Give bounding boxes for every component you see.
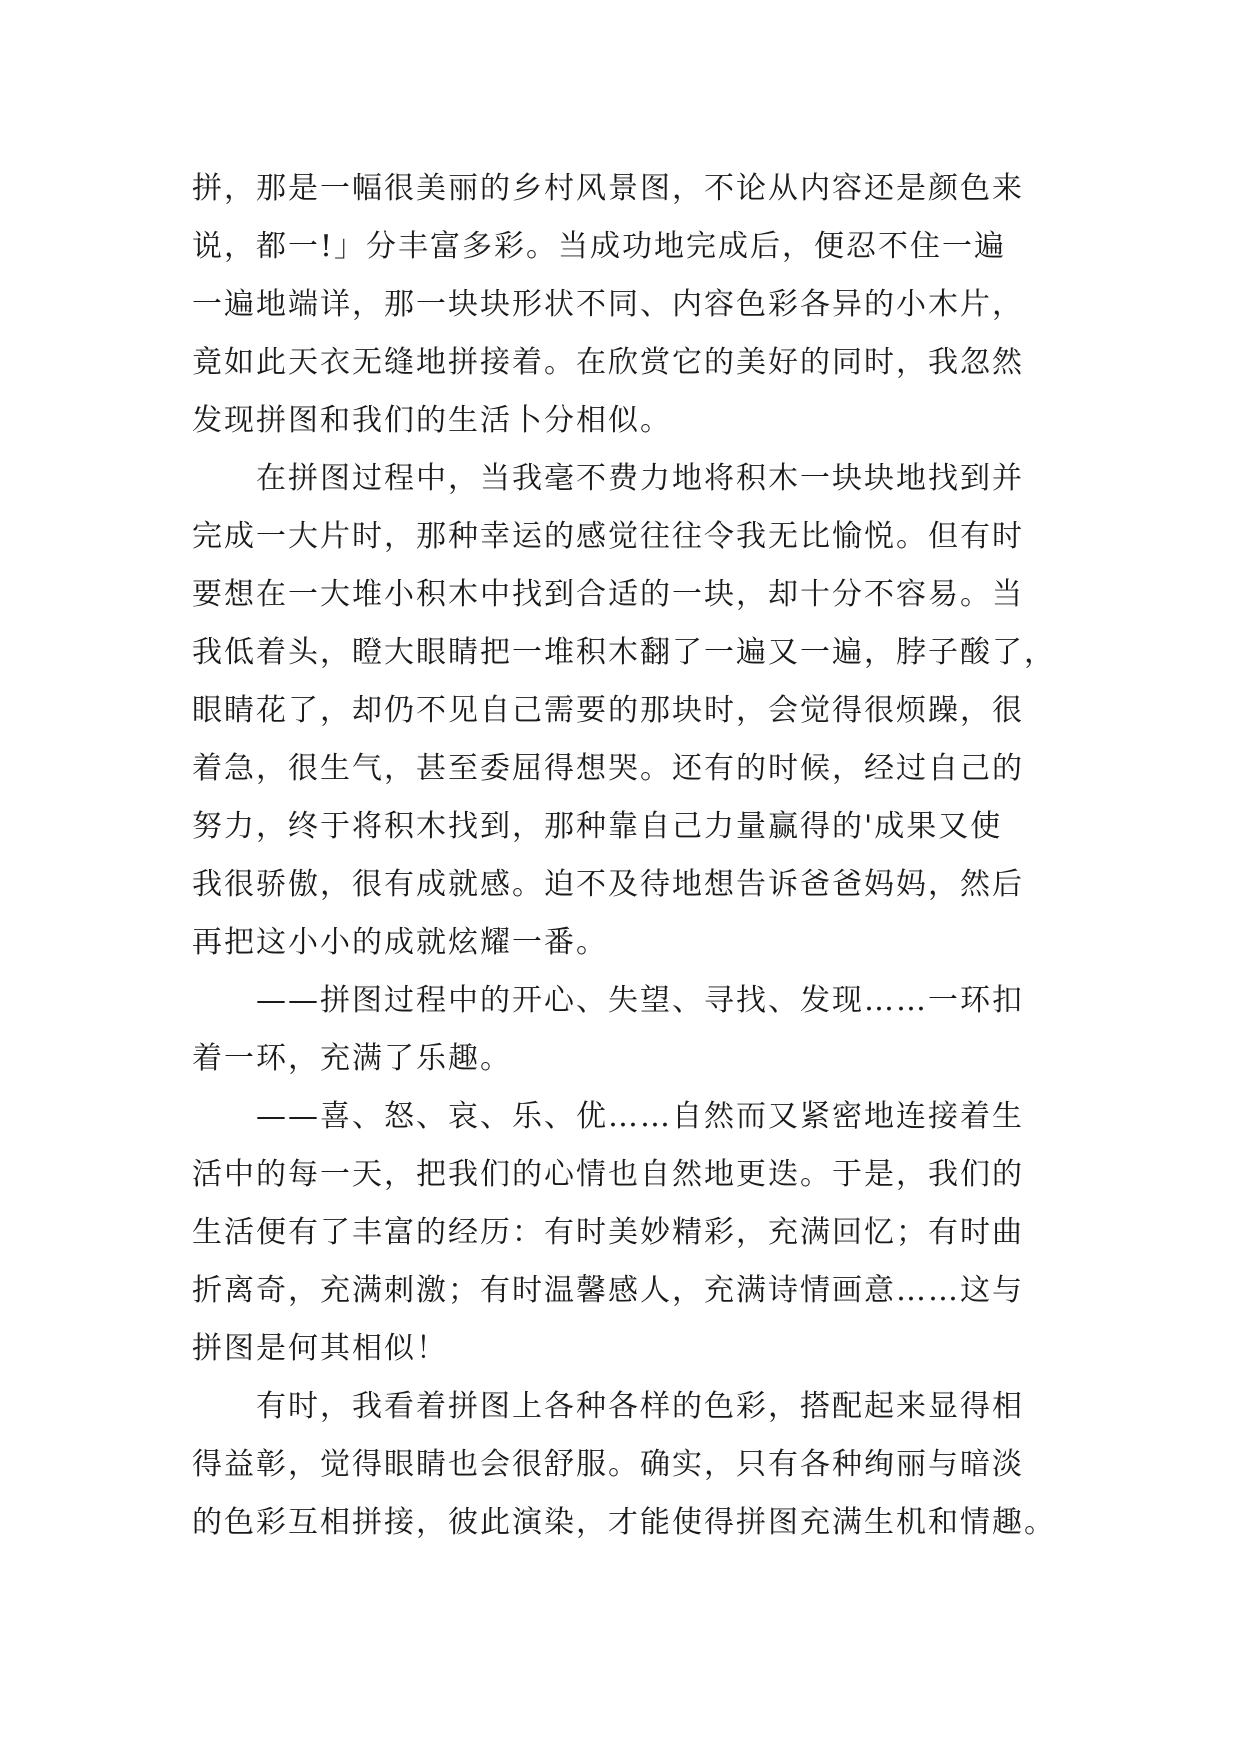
paragraph-4 xyxy=(192,1088,1072,1378)
text-line: 有时，我看着拼图上各种各样的色彩，搭配起来显得相 xyxy=(256,1389,1024,1424)
text-line: 得益彰，觉得眼睛也会很舒服。确实，只有各种绚丽与暗淡 xyxy=(192,1447,1024,1482)
text-line: 生活便有了丰富的经历：有时美妙精彩，充满回忆；有时曲 xyxy=(192,1215,1024,1250)
text-line: ——喜、怒、哀、乐、优……自然而又紧密地连接着生 xyxy=(256,1099,1024,1134)
text-line: 着一环，充满了乐趣。 xyxy=(192,1041,512,1076)
text-line: 努力，终于将积木找到，那种靠自己力量赢得的'成果又使 xyxy=(192,809,1003,844)
text-line: 拼图是何其相似！ xyxy=(192,1331,448,1366)
text-line: 我低着头，瞪大眼睛把一堆积木翻了一遍又一遍，脖子酸了， xyxy=(192,635,1056,670)
text-line: 活中的每一天，把我们的心情也自然地更迭。于是，我们的 xyxy=(192,1157,1024,1192)
text-line: 要想在一大堆小积木中找到合适的一块，却十分不容易。当 xyxy=(192,577,1024,612)
text-line: 竟如此天衣无缝地拼接着。在欣赏它的美好的同时，我忽然 xyxy=(192,345,1024,380)
paragraph-2 xyxy=(192,450,1072,972)
text-line: 我很骄傲，很有成就感。迫不及待地想告诉爸爸妈妈，然后 xyxy=(192,867,1024,902)
text-line: 一遍地端详，那一块块形状不同、内容色彩各异的小木片， xyxy=(192,287,1024,322)
text-line: 再把这小小的成就炫耀一番。 xyxy=(192,925,608,960)
text-line: 眼睛花了，却仍不见自己需要的那块时，会觉得很烦躁，很 xyxy=(192,693,1024,728)
paragraph-1 xyxy=(192,160,1072,450)
document-body xyxy=(192,160,1072,1552)
text-line: 着急，很生气，甚至委屈得想哭。还有的时候，经过自己的 xyxy=(192,751,1024,786)
text-line: 在拼图过程中，当我毫不费力地将积木一块块地找到并 xyxy=(256,461,1024,496)
text-line: ——拼图过程中的开心、失望、寻找、发现……一环扣 xyxy=(256,983,1024,1018)
paragraph-3 xyxy=(192,972,1072,1088)
text-line: 拼，那是一幅很美丽的乡村风景图，不论从内容还是颜色来 xyxy=(192,171,1024,206)
text-line: 的色彩互相拼接，彼此演染，才能使得拼图充满生机和情趣。 xyxy=(192,1505,1056,1540)
text-line: 完成一大片时，那种幸运的感觉往往令我无比愉悦。但有时 xyxy=(192,519,1024,554)
text-line: 说，都一!」分丰富多彩。当成功地完成后，便忍不住一遍 xyxy=(192,229,1007,264)
text-line: 发现拼图和我们的生活卜分相似。 xyxy=(192,403,672,438)
text-line: 折离奇，充满刺激；有时温馨感人，充满诗情画意……这与 xyxy=(192,1273,1024,1308)
paragraph-5 xyxy=(192,1378,1072,1552)
